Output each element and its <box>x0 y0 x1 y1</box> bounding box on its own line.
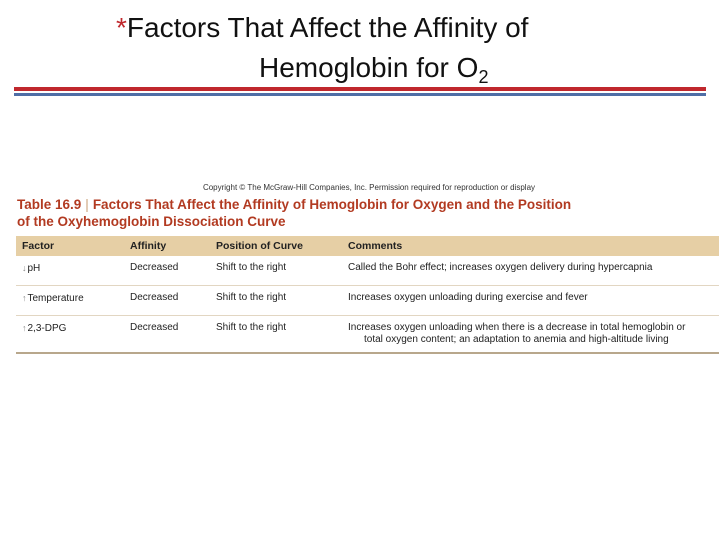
cell-affinity: Decreased <box>124 286 210 316</box>
table-title-line-2: of the Oxyhemoglobin Dissociation Curve <box>17 214 286 229</box>
comments-line-2: total oxygen content; an adaptation to anemia and high-altitude living <box>364 334 669 345</box>
title-line-2 <box>259 48 488 88</box>
table-row <box>16 316 719 354</box>
cell-factor <box>16 286 124 316</box>
copyright-notice: Copyright © The McGraw-Hill Companies, Inc. Permission required for reproduction or display <box>202 183 536 192</box>
cell-comments: Increases oxygen unloading during exercise and fever <box>342 286 719 316</box>
cell-factor <box>16 316 124 354</box>
factors-table <box>16 236 719 354</box>
title-line-2-text: Hemoglobin for O <box>259 52 479 83</box>
title-line-1 <box>116 8 528 48</box>
header-comments: Comments <box>342 236 719 256</box>
up-arrow-icon: ↑ <box>22 323 27 333</box>
table-heading <box>17 196 717 230</box>
table-title-line-1: Factors That Affect the Affinity of Hemoglobin for Oxygen and the Position <box>92 197 572 212</box>
title-asterisk: * <box>116 12 127 43</box>
title-line-1-text: Factors That Affect the Affinity of <box>126 12 529 43</box>
table-heading-separator: | <box>85 197 89 212</box>
cell-comments <box>342 316 719 354</box>
cell-affinity: Decreased <box>124 316 210 354</box>
blue-divider <box>14 93 706 96</box>
table-header-row <box>16 236 719 256</box>
title-subscript: 2 <box>478 67 489 87</box>
cell-position: Shift to the right <box>210 286 342 316</box>
down-arrow-icon: ↓ <box>22 263 27 273</box>
cell-factor <box>16 256 124 286</box>
cell-affinity: Decreased <box>124 256 210 286</box>
up-arrow-icon: ↑ <box>22 293 27 303</box>
header-factor: Factor <box>16 236 124 256</box>
table-number: Table 16.9 <box>17 197 82 212</box>
red-divider <box>14 87 706 91</box>
factor-text: 2,3-DPG <box>27 323 67 334</box>
cell-position: Shift to the right <box>210 316 342 354</box>
factor-text: Temperature <box>27 293 84 304</box>
cell-position: Shift to the right <box>210 256 342 286</box>
comments-line-1: Increases oxygen unloading when there is a decrease in total hemoglobin or <box>348 322 686 333</box>
table-row <box>16 256 719 286</box>
factor-text: pH <box>27 263 41 274</box>
cell-comments: Called the Bohr effect; increases oxygen delivery during hypercapnia <box>342 256 719 286</box>
header-position: Position of Curve <box>210 236 342 256</box>
table-row <box>16 286 719 316</box>
header-affinity: Affinity <box>124 236 210 256</box>
